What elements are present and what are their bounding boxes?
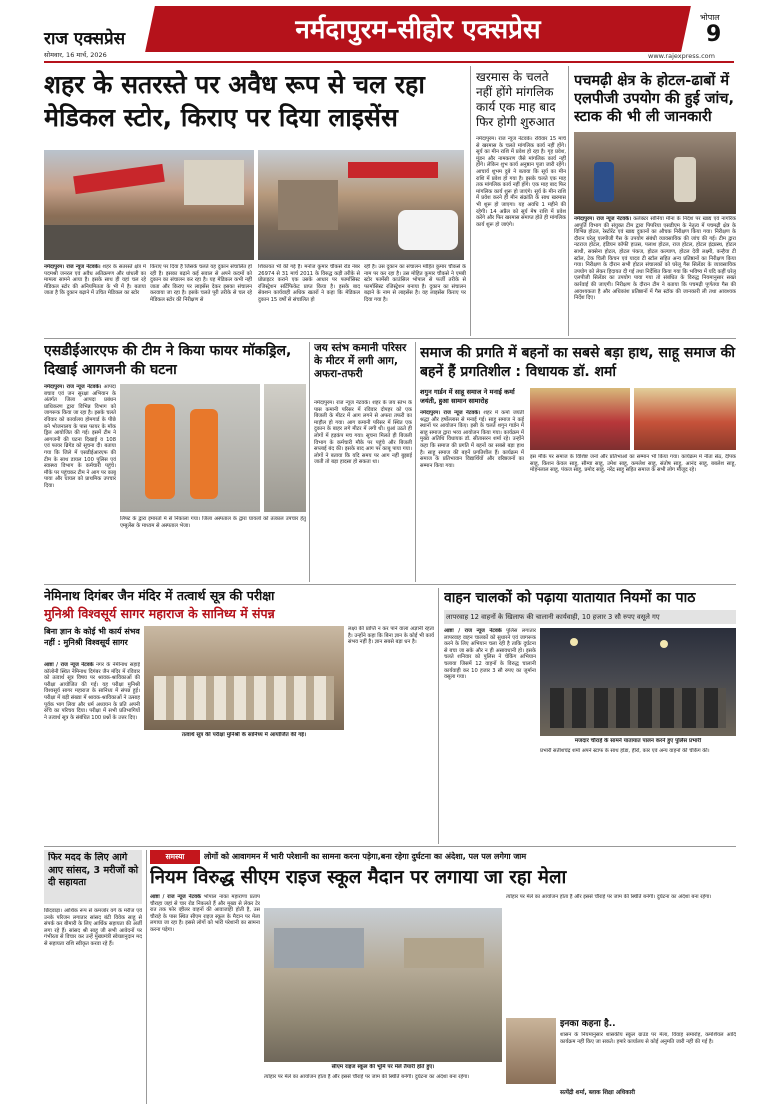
jain-sidebar-title: बिना ज्ञान के कोई भी कार्य संभव नहीं : मुनिश्री विश्वसूर्य सागर [44,627,140,647]
story1-headline: शहर के सतरस्ते पर अवैध रूप से चल रहा मेडिकल स्टोर, किराए पर दिया लाइसेंस [44,70,425,132]
pachmarhi-body: नर्मदापुरम। राज न्यूज नेटवर्क। कलेक्टर सोनिया मीना के निर्देश पर खाद्य एवं नागरिक आपूर्ति विभाग की संयुक्त टीम द्वारा पिपरिया एसडीएम के नेतृत्व में पचमढ़ी क्षेत्र के विभिन्न होटल, रेस्टोरेंट एवं खाद्य दुकानों का औचक निरीक्षण किया गया। निरीक्षण के दौरान घरेलू एलपीजी गैस के उपयोग संबंधी व्यावसायिक की जांच की गई। टीम द्वारा नटराज होटल, इंडियन कॉफी हाउस, पलाश होटल, राज होटल, होटल इंद्रप्रस्थ, होटल साथी, सक्सेना होटल, होटल पंकज, होटल कल्याण, होटल देवी लक्ष्मी, कन्हैया टी स्टॉल, टेक चिली किचन एवं यादव टी स्टॉल सहित अन्य प्रतिष्ठानों का निरीक्षण किया गया। निरीक्षण के दौरान सभी होटल संचालकों को घरेलू गैस सिलेंडर के व्यावसायिक उपयोग को लेकर हिदायत दी गई तथा निर्देशित किया गया कि भविष्य में यदि कहीं घरेलू एलपीजी सिलेंडर का उपयोग पाया गया तो संबंधित के विरुद्ध नियमानुसार सख्त कार्रवाई की जाएगी। निरीक्षण के दौरान टीम ने बताया कि पचमढ़ी पूर्णतया गैस की आवश्यकता है और अधिकांश प्रतिष्ठानों में गैस स्टॉक की जानकारी ली तथा आवश्यक निर्देश दिए। [574,216,736,302]
story1-dateline: नर्मदापुरम। राज न्यूज नेटवर्क। [44,264,101,270]
samaj-body2: इस मौके पर समाज के विशिष्ट जनों और प्रतिभाओं का सम्मान भी किया गया। कार्यक्रम में नीता सेठ, दीपक साहू, किशन केवल साहू, सौम्या साहू, उमेश साहू, कमलेश साहू, संतोष साहू, आनंद साहू, बबलेश साहू, मोहनलाल साहू, पंकज साहू, प्रमोद साहू, नरेंद्र साहू सहित समाज के सभी लोग मौजूद रहे। [530,454,736,474]
kharmas-body: नर्मदापुरम। राज न्यूज नेटवर्क। रविवार 15 मार्च से खरमास के चलते मांगलिक कार्य नहीं होंगे। सूर्य का मीन राशि में प्रवेश हो रहा है। गृह प्रवेश, मुंडन और नामकरण जैसे मांगलिक कार्य नहीं होंगे। लेकिन शुभ कार्य अनुष्ठान पूजा जारी रहेंगे। आचार्य शुभम दुबे ने बताया कि सूर्य का मीन राशि में प्रवेश हो गया है। इसके चलते एक माह तक मांगलिक कार्य नहीं होंगे। एक माह बाद फिर मांगलिक कार्य शुरू हो जाएंगे। सूर्य के मीन राशि में प्रवेश करने ही मीन संक्रांति के साथ खरमास भी शुरू हो जाएगा। यह अवधि 1 महीने की रहेगी। 14 अप्रैल को सूर्य मेष राशि में प्रवेश करेंगे और फिर खरमास समाप्त होते ही मांगलिक कार्य शुरू हो जाएंगे। [476,136,566,228]
traffic-headline: वाहन चालकों को पढ़ाया यातायात नियमों का पाठ [444,590,696,606]
story1-col2: किराए पर दिया है जिसके चलते यह दुकान संचालित हो रही है। इसका बढ़ाने कई सवाल से अपने कदमों को दुकान का संचालन कर रहा है। यह मेडिकल कभी नहीं जाता और किराए पर लाइसेंस देकर इसका संचालन करवाया जा रहा है। इसके चलते पूरी तरीके से चल रहे मेडिकल स्टोर की निरीक्षण से [150,264,252,303]
pachmarhi-headline: पचमढ़ी क्षेत्र के होटल-ढाबों में एलपीजी उपयोग की हुई जांच, स्टाक की भी ली जानकारी [574,73,734,125]
sdrf-body2: लिफ्ट के द्वारा इमारतों में से निकाला गया। जिला अस्पताल के द्वारा घायलों को तत्काल उपचार हेतु एम्बुलेंस के माध्यम से अस्पताल भेजा। [120,516,306,529]
samaj-headline: समाज की प्रगति में बहनों का सबसे बड़ा हाथ, साहू समाज की बहनें हैं प्रगतिशील : विधायक डॉ. शर्मा [420,345,735,380]
jaystambh-body: नर्मदापुरम। राज न्यूज नेटवर्क। शहर के जय स्तंभ के पास कमानी परिसर में रविवार दोपहर को एक बिजली के मीटर में आग लगने से अफरा तफरी का माहौल हो गया। आग कमानी परिसर में स्थित एक दुकान के बाहर लगे मीटर में लगी थी। धुआं उठते ही लोगों में हड़कंप मच गया। सूचना मिलते ही बिजली विभाग के कर्मचारी मौके पर पहुंचे और बिजली सप्लाई बंद की। इसके बाद आग पर काबू पाया गया। लोगों ने बताया कि यदि समय पर आग नहीं बुझाई जाती तो बड़ा हादसा हो सकता था। [314,400,412,466]
paper-name: राज एक्सप्रेस [44,29,126,49]
masthead [0,0,778,62]
samaj-photo-1 [530,388,630,450]
kharmas-headline: खरमास के चलते नहीं होंगे मांगलिक कार्य एक माह बाद फिर होगी शुरुआत [476,70,556,129]
help-body: छिंदवाड़ा। आर्थिक रूप से कमजोर वर्ग के मरीज एवं उनके परिजन लगातार सांसद बंटी विवेक साहू से संपर्क कर बीमारी के लिए आर्थिक सहायता की अर्जी लगा रहे हैं। सांसद श्री साहू जी सभी आवेदनों पर गंभीरता से विचार कर उन्हें मुख्यमंत्री स्वेच्छानुदान मद से सहायता राशि स्वीकृत करवा रहे हैं। [44,908,142,947]
mela-quote-avatar [506,1018,556,1084]
traffic-photo-caption: मजदार चौराहे के सामने यातायात पालन करने हुए पुलिस प्रभारी [574,738,702,744]
sdrf-photo [120,384,260,512]
story1-photo-1 [44,150,254,260]
mela-body2: त्योहार पर मेले का आयोजन होता है और इससे चौराहे पर जाम की स्थिति बनेगी। दुर्घटना का अंदेशा बना रहेगा। [264,1074,470,1080]
story1-col1: नर्मदापुरम। राज न्यूज नेटवर्क। शहर के सतरस्ते क्षेत्र में पदमश्री जनरल एवं अवैध अतिक्रमण और धांधली का मामला सामने आया है। इसके साथ ही यहां चल रहे मेडिकल स्टोर की अनियमितता के भी में है। बताया जाता है कि दुकान बढ़ाने में उचित मेडिकल का स्टोर [44,264,146,297]
mela-quote: शासन के नियमानुसार शासकीय स्कूल ग्राउंड पर मेला, विवाह समारोह, कमर्शियल आदि कार्यक्रम नहीं किए जा सकते। हमारे कार्यालय से कोई अनुमति जारी नहीं की गई है। [560,1032,736,1045]
sdrf-headline: एसडीईआरएफ की टीम ने किया फायर मॉकड्रिल, दिखाई आगजनी की घटना [44,343,292,378]
story1-col4: रही है। उस दुकान का संचालन मोहित कुमार चौकसे के नाम पर कर रहा है। उस मोहित कुमार चौकसे ने एमबी स्टोर फार्मेसी काउंसिल भोपाल से फर्जी तरीके से फार्मासिस्ट रजिस्ट्रेशन बनाया है। दुकान का संचालन बढ़ाने के नाम से लाइसेंस है। वह लाइसेंस किराए पर दिया गया है। [364,264,466,303]
story1-photo-2 [258,150,464,260]
mela-headline: नियम विरुद्ध सीएम राइज स्कूल मैदान पर लगाया जा रहा मेला [150,867,567,888]
mela-quote-by: सत्येंद्री शर्मा, ब्लाक शिक्षा अधिकारी [560,1090,636,1096]
website-url[interactable]: www.rajexpress.com [648,52,715,60]
mela-body3: त्योहार पर मेले का आयोजन होता है और इससे चौराहे पर जाम की स्थिति बनेगी। दुर्घटना का अंदेशा बना रहेगा। [506,894,712,900]
mela-photo-caption: सीएम राइज स्कूल की भूमि पर मेले तैयारी होते हुए। [331,1064,435,1070]
traffic-subhead: लापरवाह 12 वाहनों के खिलाफ की चालानी कार्यवाही, 10 हजार 3 सौ रुपए वसूले गए [446,613,660,621]
sdrf-photo-2 [264,384,306,512]
mela-strap: लोगों को आवागमन में भारी परेशानी का सामना करना पड़ेगा,बना रहेगा दुर्घटना का अंदेशा, पल पल लगेगा जाम [204,852,527,861]
sdrf-body: नर्मदापुरम। राज न्यूज नेटवर्क। आपदा बचाव एवं जन सुरक्षा अभियान के अंतर्गत जिला आपदा प्रबंधन प्राधिकरण द्वारा विभिन्न विभाग को जागरूक किया जा रहा है। इसके चलते रविवार को कार्यालय होमगार्ड के पीछे बने भोजनालय के पास फायर के मॉक ड्रिल आयोजित की गई। इसमें टीम ने आगजनी की घटना दिखाई व 108 एवं फायर ब्रिगेड को सूचना दी। बताया गया कि जिले में एसडीईआरएफ की टीम के साथ डायल 100 पुलिस एवं स्वास्थ्य विभाग के कर्मचारी पहुंचे। मौके पर पहुंचकर टीम ने आग पर काबू पाया और घायल को प्राथमिक उपचार दिया। [44,384,116,489]
mela-body: आष्टा / राज न्यूज नेटवर्क भोपाल नाका महाराणा प्रताप चौराहा जहां से चार रोड निकलते हैं और मुख्य से लेकर टेर रात तक फोर व्हीलर वाहनों की आवाजाही होती है, उस चौराहे के पास स्थित सीएम राइज स्कूल के मैदान पर मेला लगाया जा रहा है। इससे लोगों को भारी परेशानी का सामना करना पड़ेगा। [150,894,260,933]
edition-title: नर्मदापुरम-सीहोर एक्सप्रेस [295,15,541,45]
shop-sign [73,164,165,194]
jain-headline-1: नेमिनाथ दिगंबर जैन मंदिर में तत्वार्थ सूत्र की परीक्षा [44,588,275,603]
traffic-photo [540,628,736,736]
pachmarhi-photo [574,132,736,214]
jain-body: आष्टा / राज न्यूज नेटवर्क नगर के नेमीनाथ सहाई कॉलोनी स्थित नेमिनाथ दिगंबर जैन मंदिर में रविवार को तत्वार्थ सूत्र विषय पर श्रावक-श्राविकाओं की परीक्षा आयोजित की गई। यह परीक्षा मुनिश्री विश्वसूर्य सागर महाराज के सानिध्य में संपन्न हुई। परीक्षा में बड़ी संख्या में श्रावक-श्राविकाओं ने उत्साह पूर्वक भाग लिया और धर्म अध्ययन के प्रति अपनी रुचि का परिचय दिया। परीक्षा में सभी प्रतिभागियों ने तत्वार्थ सूत्र के संबंधित 100 प्रश्नों के उत्तर दिए। [44,662,140,721]
traffic-body: आष्टा / राज न्यूज नेटवर्क पुलिस लगातार लापरवाह वाहन चालकों को सुधारने एवं जागरूक करने के लिए अभियान चला रही है ताकि दुर्घटना से बचा जा सके और न ही असावधानी हो। इसके चलते शनिवार को पुलिस ने चेकिंग अभियान चलाया जिसमें 12 वाहनों के विरुद्ध चालानी कार्यवाही कर 10 हजार 3 सौ रुपए का जुर्माना वसूला गया। [444,628,536,681]
help-headline: फिर मदद के लिए आगे आए सांसद, 3 मरीजों को दी सहायता [48,852,139,888]
traffic-body2: प्रभारी सतीशचंद्र शर्मा अपने स्टाफ के साथ होंडा, हीरो, कार एवं अन्य वाहनों की चेकिंग की। [540,748,710,754]
jain-body2: लक्ष्य की प्राप्ति न कर पाने वाला अज्ञानी रहता है। उन्होंने कहा कि बिना ज्ञान के कोई भी कार्य संभव नहीं है। ज्ञान सबसे बड़ा धन है। [348,626,434,646]
samaj-body: नर्मदापुरम। राज न्यूज नेटवर्क। शहर में कर्मा जयंती श्रद्धा और हर्षोल्लास से मनाई गई। साहू समाज ने कई स्थानों पर आयोजन किए। इसी के चलते शगुन गार्डन में साहू समाज द्वारा भव्य आयोजन किया गया। कार्यक्रम में मुख्य अतिथि विधायक डॉ. सीतासरन शर्मा रहे। उन्होंने कहा कि समाज की प्रगति में बहनों का सबसे बड़ा हाथ है। साहू समाज की बहनें प्रगतिशील हैं। कार्यक्रम में समाज के प्रतिभावान विद्यार्थियों और वरिष्ठजनों का सम्मान किया गया। [420,410,524,469]
jain-photo-caption: तत्वार्थ सूत्र की परीक्षा मुनिश्री के सानिध्य में आयोजित की गई। [181,732,307,738]
issue-date: सोमवार, 16 मार्च, 2026 [44,51,107,59]
jaystambh-headline: जय स्तंभ कमानी परिसर के मीटर में लगी आग, अफरा-तफरी [314,342,407,380]
samaj-photo-2 [634,388,736,450]
mela-kicker: समस्या [165,852,185,861]
mela-photo [264,908,502,1062]
mela-quote-title: इनका कहना है.. [560,1019,616,1029]
story1-col3: शिकायत भी की गई है। मनोज कुमार चौकसे रोड नंबर 26974 से 31 मार्च 2011 के विरुद्ध कड़ी तरीके से प्रोप्राइटर कराने एक उसके आधार पर फार्मासिस्ट रजिस्ट्रेशन सर्टिफिकेट प्राप्त किया है। इसके बाद सेक्शन कार्यवाही अधिक खतरों ने कहा कि मेडिकल दुकान 15 वर्षों से संचालित हो [258,264,360,303]
jain-photo [144,626,344,730]
city-name: भोपाल [700,13,720,22]
jain-headline-2: मुनिश्री विश्वसूर्य सागर महाराज के सानिध्य में संपन्न [44,606,275,621]
page-number: 9 [706,22,722,47]
samaj-subhead: शगुन गार्डन में साहू समाज ने मनाई कर्मा जयंती, हुआ सामान सामारोह [420,388,515,405]
